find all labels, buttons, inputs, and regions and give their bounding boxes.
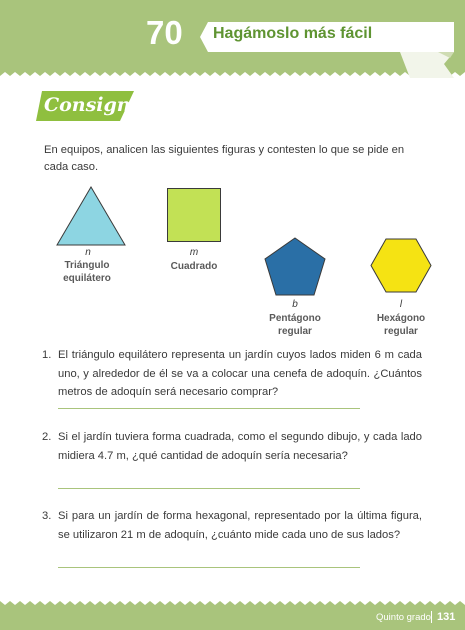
square-name: Cuadrado — [170, 261, 218, 272]
question-3-number: 3. — [42, 510, 52, 522]
answer-line-3[interactable] — [58, 567, 360, 568]
triangle-name: Triángulo equilátero — [63, 260, 111, 284]
page-number: 131 — [437, 611, 456, 623]
question-1-text: El triángulo equilátero representa un jardín cuyos lados miden 6 m cada uno, y alrededor de él se va a colocar una cenefa de adoquín. ¿Cuántos metros de adoquín será necesario comprar? — [58, 349, 422, 398]
square-variable: m — [189, 247, 199, 258]
hexagon-variable: l — [399, 299, 403, 310]
header-zigzag-edge — [0, 70, 465, 76]
consigna-label: Consigna — [44, 94, 143, 116]
footer-separator — [431, 611, 432, 623]
lesson-title: Hagámoslo más fácil — [213, 25, 373, 42]
triangle-variable: n — [85, 247, 91, 258]
question-2 — [42, 428, 422, 465]
question-2-number: 2. — [42, 431, 52, 443]
pentagon-name: Pentágono regular — [269, 313, 321, 337]
pentagon-figure — [264, 237, 326, 296]
question-3-text: Si para un jardín de forma hexagonal, representado por la última figura, se utilizaron 21 m de adoquín, ¿cuánto mide cada uno de sus lados? — [58, 510, 422, 541]
question-3 — [42, 507, 422, 544]
hexagon-figure — [370, 238, 432, 293]
square-figure — [167, 188, 221, 242]
lesson-number: 70 — [146, 14, 183, 51]
question-2-text: Si el jardín tuviera forma cuadrada, como el segundo dibujo, y cada lado midiera 4.7 m, ¿qué cantidad de adoquín sería necesaria? — [58, 431, 422, 462]
answer-line-2[interactable] — [58, 488, 360, 489]
answer-line-1[interactable] — [58, 408, 360, 409]
footer-grade: Quinto grado — [376, 612, 431, 623]
instructions-text: En equipos, analicen las siguientes figuras y contesten lo que se pide en cada caso. — [44, 144, 405, 173]
pentagon-variable: b — [292, 299, 298, 310]
question-1 — [42, 346, 422, 402]
ribbon-fold — [400, 50, 458, 82]
hexagon-name: Hexágono regular — [376, 313, 426, 337]
equilateral-triangle-figure — [56, 186, 126, 246]
question-1-number: 1. — [42, 349, 52, 361]
